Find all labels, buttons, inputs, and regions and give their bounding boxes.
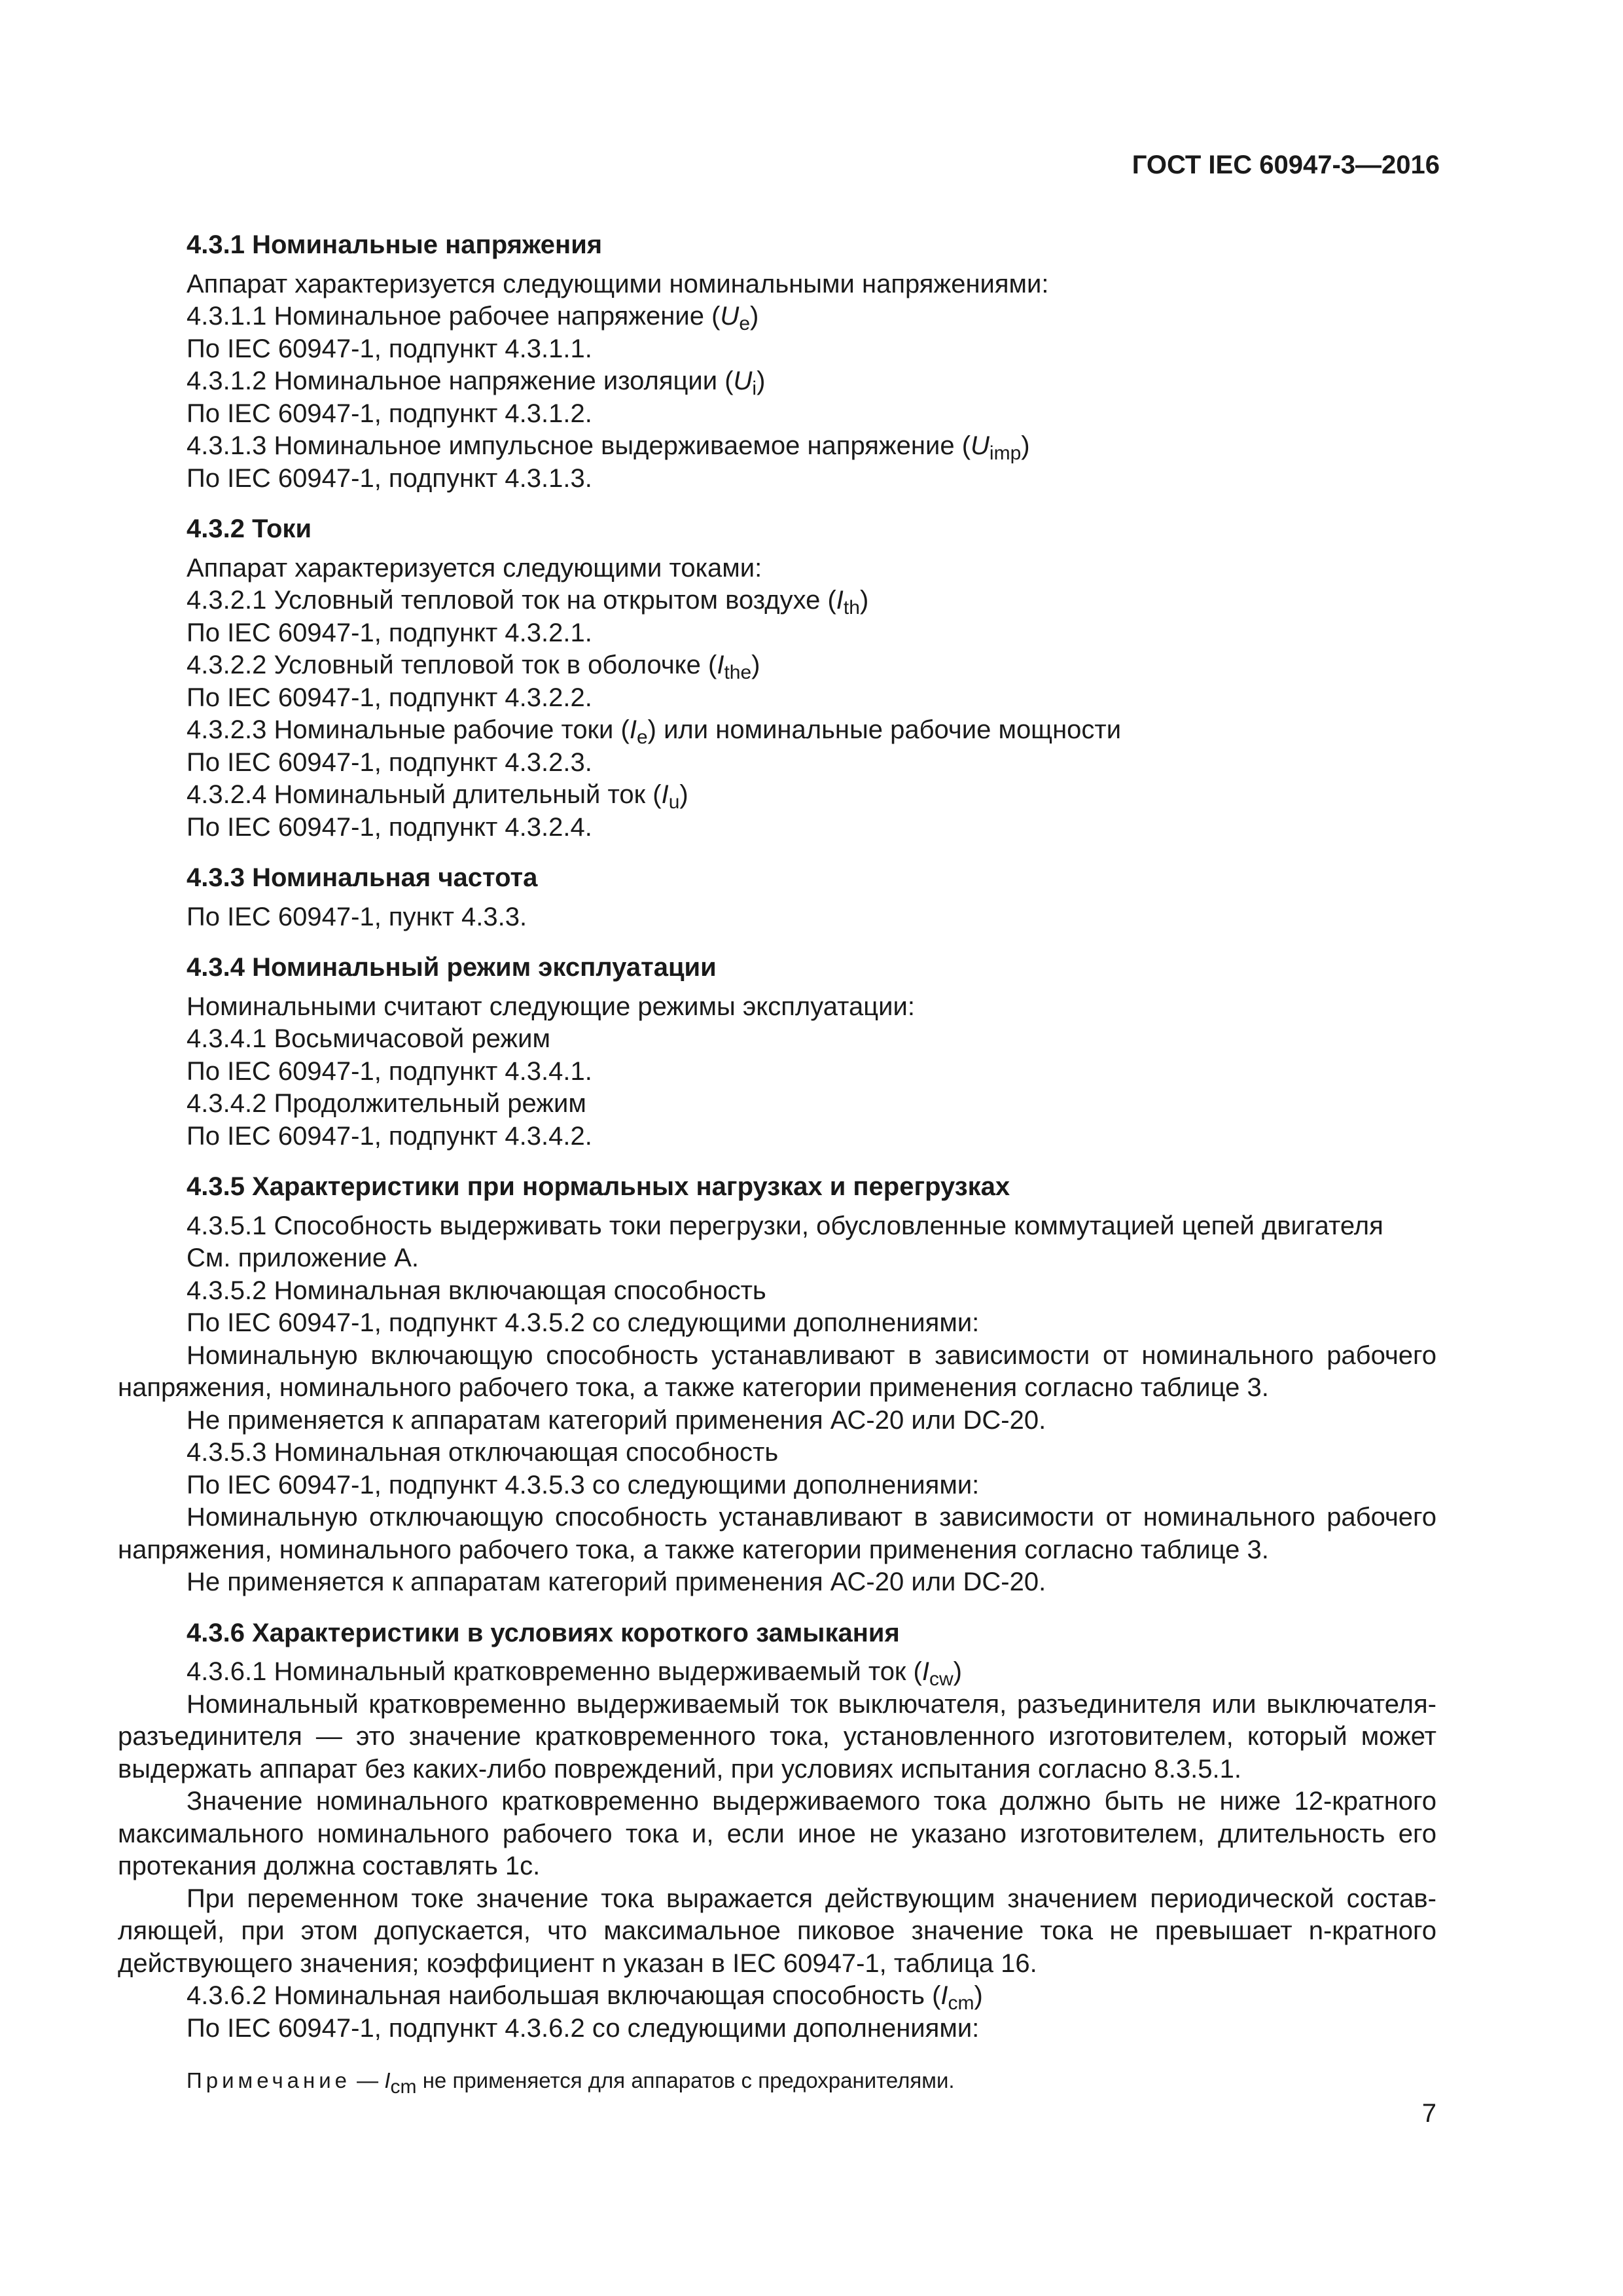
- text-line: Аппарат характеризуется следующими номинальными напряжениями:: [187, 269, 1049, 298]
- text-line: 4.3.2.4 Номинальный длительный ток $(I_u)$: [187, 780, 688, 813]
- text-line: По IEC 60947-1, подпункт 4.3.4.2.: [187, 1121, 592, 1151]
- text-line: 4.3.2.3 Номинальные рабочие токи $(I_e)$ или номинальные рабочие мощности: [187, 715, 1122, 748]
- section-heading: 4.3.2 Токи: [187, 514, 312, 543]
- text-line: См. приложение А.: [187, 1244, 419, 1272]
- paragraph: Значение номинального кратковременно выдерживаемого тока должно быть не ниже 12-кратного максимального номинального рабочего тока и, если иное не указано изготовителем, длительность его протекания должна составлять 1с.: [118, 1787, 1436, 1880]
- document-header: ГОСТ IEC 60947-3—2016: [1132, 151, 1440, 179]
- text-line: Не применяется к аппаратам категорий применения АС-20 или DC-20.: [187, 1568, 1046, 1596]
- text-line: 4.3.5.1 Способность выдерживать токи перегрузки, обусловленные коммутацией цепей двигателя: [187, 1211, 1383, 1240]
- text-line: 4.3.4.2 Продолжительный режим: [187, 1089, 586, 1118]
- text-line: Аппарат характеризуется следующими токами:: [187, 553, 762, 583]
- note-label: Примечание: [187, 2068, 351, 2092]
- text-line: Номинальными считают следующие режимы эксплуатации:: [187, 992, 915, 1021]
- text-line: По IEC 60947-1, подпункт 4.3.5.3 со следующими дополнениями:: [187, 1470, 980, 1499]
- section-heading: 4.3.3 Номинальная частота: [187, 863, 538, 892]
- text-line: 4.3.4.1 Восьмичасовой режим: [187, 1024, 550, 1053]
- note: Примечание — $I_{cm}$ не применяется для аппаратов с предохранителями.: [187, 2068, 955, 2098]
- section-heading: 4.3.6 Характеристики в условиях короткого замыкания: [187, 1618, 900, 1647]
- text-line: 4.3.5.3 Номинальная отключающая способность: [187, 1438, 779, 1467]
- text-line: По IEC 60947-1, подпункт 4.3.1.3.: [187, 463, 592, 493]
- text-line: По IEC 60947-1, подпункт 4.3.2.3.: [187, 747, 592, 777]
- text-line: 4.3.6.1 Номинальный кратковременно выдерживаемый ток $(I_{cw})$: [187, 1657, 962, 1690]
- text-line: 4.3.6.2 Номинальная наибольшая включающая способность $(I_{cm})$: [187, 1981, 983, 2014]
- paragraph: При переменном токе значение тока выражается действующим значением периодической составляющей, при этом допускается, что максимальное пиковое значение тока не превышает n-кратного действующего значения; коэффициент n указан в IEC 60947-1, таблица 16.: [118, 1884, 1436, 1978]
- text-line: По IEC 60947-1, подпункт 4.3.2.2.: [187, 683, 592, 712]
- section-heading: 4.3.1 Номинальные напряжения: [187, 230, 603, 259]
- text-line: По IEC 60947-1, пункт 4.3.3.: [187, 902, 527, 931]
- text-line: 4.3.1.2 Номинальное напряжение изоляции $(U_i)$: [187, 367, 766, 399]
- text-line: По IEC 60947-1, подпункт 4.3.1.2.: [187, 399, 592, 428]
- text-line: По IEC 60947-1, подпункт 4.3.2.1.: [187, 618, 592, 647]
- text-line: По IEC 60947-1, подпункт 4.3.5.2 со следующими дополнениями:: [187, 1308, 980, 1337]
- section-heading: 4.3.4 Номинальный режим эксплуатации: [187, 953, 717, 982]
- text-line: Не применяется к аппаратам категорий применения АС-20 или DC-20.: [187, 1405, 1046, 1435]
- text-line: По IEC 60947-1, подпункт 4.3.6.2 со следующими дополнениями:: [187, 2013, 980, 2043]
- paragraph: Номинальную отключающую способность устанавливают в зависимости от номинального рабочего напряжения, номинального рабочего тока, а также категории применения согласно таблице 3.: [118, 1503, 1436, 1564]
- text-line: 4.3.1.3 Номинальное импульсное выдерживаемое напряжение $(U_{imp})$: [187, 431, 1030, 464]
- text-line: 4.3.1.1 Номинальное рабочее напряжение $(U_e)$: [187, 302, 759, 334]
- page-number: 7: [1421, 2099, 1436, 2128]
- paragraph: Номинальный кратковременно выдерживаемый ток выключателя, разъединителя или выключателя-разъединителя — это значение кратковременного тока, установленного изготовителем, который может выдержать аппарат без каких-либо повреждений, при условиях испытания согласно 8.3.5.1.: [118, 1689, 1436, 1784]
- section-heading: 4.3.5 Характеристики при нормальных нагрузках и перегрузках: [187, 1172, 1010, 1201]
- document-body: [118, 144, 1436, 2098]
- text-line: По IEC 60947-1, подпункт 4.3.4.1.: [187, 1056, 592, 1086]
- text-line: 4.3.5.2 Номинальная включающая способность: [187, 1276, 766, 1305]
- paragraph: Номинальную включающую способность устанавливают в зависимости от номинального рабочего напряжения, номинального рабочего тока, а также категории применения согласно таблице 3.: [118, 1340, 1436, 1402]
- text-line: 4.3.2.2 Условный тепловой ток в оболочке $(I_{the})$: [187, 651, 760, 683]
- text-line: По IEC 60947-1, подпункт 4.3.1.1.: [187, 334, 592, 363]
- text-line: 4.3.2.1 Условный тепловой ток на открытом воздухе $(I_{th})$: [187, 586, 869, 619]
- text-line: По IEC 60947-1, подпункт 4.3.2.4.: [187, 812, 592, 842]
